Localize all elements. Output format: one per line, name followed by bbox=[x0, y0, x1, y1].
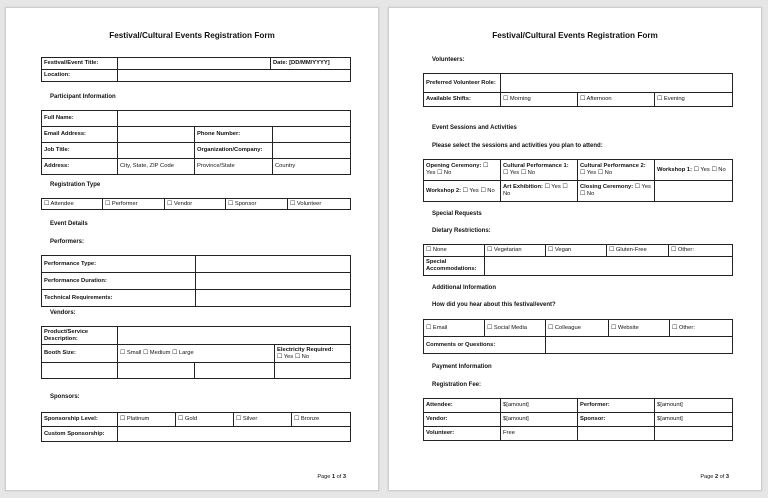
hear-prompt: How did you hear about this festival/event? bbox=[432, 302, 556, 308]
checkbox-icon[interactable]: ☐ bbox=[294, 353, 301, 360]
fees-table bbox=[423, 398, 733, 441]
registration-type-option[interactable]: ☐ Vendor bbox=[165, 199, 226, 210]
dietary-option[interactable]: ☐ None bbox=[424, 245, 485, 257]
performance-type-field[interactable] bbox=[196, 256, 351, 273]
additional-info-heading: Additional Information bbox=[432, 285, 496, 291]
sponsor-fee-value: $[amount] bbox=[655, 413, 733, 427]
electricity-cell bbox=[275, 345, 351, 363]
shift-option[interactable]: ☐ Morning bbox=[501, 93, 578, 107]
hear-option[interactable]: ☐ Email bbox=[424, 320, 485, 337]
checkbox-icon[interactable]: ☐ bbox=[580, 191, 586, 197]
participant-table bbox=[41, 110, 351, 175]
address-province-field[interactable]: Province/State bbox=[195, 159, 273, 175]
electricity-options: ☐ Yes ☐ No bbox=[277, 353, 310, 360]
vendor-extra-field[interactable] bbox=[275, 363, 351, 379]
event-info-table bbox=[41, 57, 351, 82]
job-title-field[interactable] bbox=[118, 143, 195, 159]
technical-requirements-field[interactable] bbox=[196, 290, 351, 307]
checkbox-icon[interactable]: ☐ bbox=[483, 163, 489, 169]
volunteers-heading: Volunteers: bbox=[432, 57, 465, 63]
performers-heading: Performers: bbox=[50, 239, 85, 245]
checkbox-icon[interactable]: ☐ bbox=[611, 324, 617, 331]
address-country-field[interactable]: Country bbox=[273, 159, 351, 175]
checkbox-icon[interactable]: ☐ bbox=[609, 247, 615, 253]
checkbox-icon[interactable]: ☐ bbox=[544, 184, 550, 190]
vendor-extra-field[interactable] bbox=[195, 363, 275, 379]
session-option[interactable]: Workshop 1: ☐ Yes ☐ No bbox=[655, 160, 733, 181]
checkbox-icon[interactable]: ☐ bbox=[294, 416, 300, 422]
hear-option[interactable]: ☐ Website bbox=[609, 320, 670, 337]
organization-field[interactable] bbox=[273, 143, 351, 159]
dietary-option[interactable]: ☐ Other: bbox=[669, 245, 733, 257]
sponsorship-level-option[interactable]: ☐ Gold bbox=[176, 413, 234, 427]
dietary-option[interactable]: ☐ Gluten-Free bbox=[607, 245, 669, 257]
registration-type-table bbox=[41, 198, 351, 210]
performer-fee-value: $[amount] bbox=[655, 399, 733, 413]
checkbox-icon[interactable]: ☐ bbox=[487, 324, 493, 331]
festival-title-label: Festival/Event Title: bbox=[42, 58, 118, 70]
checkbox-icon[interactable]: ☐ bbox=[503, 96, 509, 102]
dietary-option[interactable]: ☐ Vegetarian bbox=[485, 245, 546, 257]
sessions-heading: Event Sessions and Activities bbox=[432, 125, 517, 131]
checkbox-icon[interactable]: ☐ bbox=[487, 247, 493, 253]
sponsors-heading: Sponsors: bbox=[50, 394, 80, 400]
vendor-fee-value: $[amount] bbox=[501, 413, 578, 427]
comments-field[interactable] bbox=[546, 337, 733, 354]
performance-type-label: Performance Type: bbox=[42, 256, 196, 273]
page-footer: Page 2 of 3 bbox=[700, 474, 729, 480]
custom-sponsorship-label: Custom Sponsorship: bbox=[42, 427, 118, 442]
checkbox-icon[interactable]: ☐ bbox=[580, 96, 586, 102]
hear-option[interactable]: ☐ Other: bbox=[670, 320, 733, 337]
checkbox-icon[interactable]: ☐ bbox=[236, 416, 242, 422]
page-footer: Page 1 of 3 bbox=[317, 474, 346, 480]
volunteer-fee-label: Volunteer: bbox=[424, 427, 501, 441]
special-requests-heading: Special Requests bbox=[432, 211, 482, 217]
session-option[interactable]: Cultural Performance 1: ☐ Yes ☐ No bbox=[501, 160, 578, 181]
registration-type-option[interactable]: ☐ Sponsor bbox=[226, 199, 288, 210]
checkbox-icon[interactable]: ☐ bbox=[426, 324, 432, 331]
checkbox-icon[interactable]: ☐ bbox=[142, 350, 149, 356]
checkbox-icon[interactable]: ☐ bbox=[178, 416, 184, 422]
dietary-heading: Dietary Restrictions: bbox=[432, 228, 491, 234]
sponsor-fee-label: Sponsor: bbox=[578, 413, 655, 427]
page-2 bbox=[388, 7, 762, 491]
full-name-label: Full Name: bbox=[42, 111, 118, 127]
volunteers-table bbox=[423, 73, 733, 107]
form-title: Festival/Cultural Events Registration Form bbox=[492, 31, 658, 40]
comments-label: Comments or Questions: bbox=[424, 337, 546, 354]
checkbox-icon[interactable]: ☐ bbox=[503, 170, 509, 176]
checkbox-icon[interactable]: ☐ bbox=[711, 166, 717, 173]
attendee-fee-label: Attendee: bbox=[424, 399, 501, 413]
checkbox-icon[interactable]: ☐ bbox=[548, 247, 554, 253]
participant-info-heading: Participant Information bbox=[50, 94, 116, 100]
registration-type-heading: Registration Type bbox=[50, 182, 101, 188]
session-option[interactable]: Opening Ceremony: ☐ Yes ☐ No bbox=[424, 160, 501, 181]
checkbox-icon[interactable]: ☐ bbox=[480, 187, 486, 194]
form-title: Festival/Cultural Events Registration Form bbox=[109, 31, 275, 40]
vendor-fee-label: Vendor: bbox=[424, 413, 501, 427]
vendors-table bbox=[41, 326, 351, 379]
registration-type-option[interactable]: ☐ Attendee bbox=[42, 199, 103, 210]
technical-requirements-label: Technical Requirements: bbox=[42, 290, 196, 307]
custom-sponsorship-field[interactable] bbox=[118, 427, 351, 442]
checkbox-icon[interactable]: ☐ bbox=[228, 200, 234, 207]
sessions-table bbox=[423, 159, 733, 202]
checkbox-icon[interactable]: ☐ bbox=[167, 200, 173, 207]
special-accommodations-field[interactable] bbox=[485, 257, 733, 276]
checkbox-icon[interactable]: ☐ bbox=[172, 350, 178, 356]
event-details-heading: Event Details bbox=[50, 221, 88, 227]
available-shifts-label: Available Shifts: bbox=[424, 93, 501, 107]
phone-label: Phone Number: bbox=[195, 127, 273, 143]
checkbox-icon[interactable]: ☐ bbox=[657, 96, 663, 102]
session-option[interactable]: Closing Ceremony: ☐ Yes ☐ No bbox=[578, 181, 655, 202]
checkbox-icon[interactable]: ☐ bbox=[44, 200, 50, 207]
sessions-prompt: Please select the sessions and activities you plan to attend: bbox=[432, 143, 603, 149]
volunteer-fee-value: Free bbox=[501, 427, 578, 441]
performance-duration-label: Performance Duration: bbox=[42, 273, 196, 290]
location-label: Location: bbox=[42, 70, 118, 82]
festival-title-field[interactable] bbox=[118, 58, 271, 70]
vendors-heading: Vendors: bbox=[50, 310, 76, 316]
checkbox-icon[interactable]: ☐ bbox=[597, 170, 604, 176]
vendor-extra-field[interactable] bbox=[118, 363, 195, 379]
hear-option[interactable]: ☐ Colleague bbox=[546, 320, 609, 337]
email-label: Email Address: bbox=[42, 127, 118, 143]
checkbox-icon[interactable]: ☐ bbox=[462, 187, 468, 194]
fee-empty-cell bbox=[578, 427, 655, 441]
sponsorship-level-option[interactable]: ☐ Silver bbox=[234, 413, 292, 427]
shift-option[interactable]: ☐ Evening bbox=[655, 93, 733, 107]
checkbox-icon[interactable]: ☐ bbox=[580, 170, 586, 176]
sponsorship-level-option[interactable]: ☐ Platinum bbox=[118, 413, 176, 427]
product-service-label: Product/Service Description: bbox=[42, 327, 118, 345]
address-label: Address: bbox=[42, 159, 118, 175]
performers-table bbox=[41, 255, 351, 307]
attendee-fee-value: $[amount] bbox=[501, 399, 578, 413]
vendor-extra-field[interactable] bbox=[42, 363, 118, 379]
checkbox-icon[interactable]: ☐ bbox=[437, 170, 443, 176]
full-name-field[interactable] bbox=[118, 111, 351, 127]
checkbox-icon[interactable]: ☐ bbox=[426, 247, 432, 253]
preferred-role-label: Preferred Volunteer Role: bbox=[424, 74, 501, 93]
fee-empty-cell bbox=[655, 427, 733, 441]
checkbox-icon[interactable]: ☐ bbox=[634, 184, 640, 190]
sponsors-table bbox=[41, 412, 351, 442]
checkbox-icon[interactable]: ☐ bbox=[693, 166, 699, 173]
checkbox-icon[interactable]: ☐ bbox=[120, 350, 126, 356]
address-city-field[interactable]: City, State, ZIP Code bbox=[118, 159, 195, 175]
page-1 bbox=[5, 7, 379, 491]
checkbox-icon[interactable]: ☐ bbox=[672, 324, 678, 331]
session-option[interactable]: Art Exhibition: ☐ Yes ☐ No bbox=[501, 181, 578, 202]
checkbox-icon[interactable]: ☐ bbox=[562, 184, 568, 190]
checkbox-icon[interactable]: ☐ bbox=[277, 353, 283, 360]
phone-field[interactable] bbox=[273, 127, 351, 143]
checkbox-icon[interactable]: ☐ bbox=[548, 324, 554, 331]
product-service-field[interactable] bbox=[118, 327, 351, 345]
checkbox-icon[interactable]: ☐ bbox=[520, 170, 527, 176]
checkbox-icon[interactable]: ☐ bbox=[105, 200, 111, 207]
payment-heading: Payment Information bbox=[432, 364, 492, 370]
checkbox-icon[interactable]: ☐ bbox=[120, 416, 126, 422]
hear-table bbox=[423, 319, 733, 354]
dietary-table bbox=[423, 244, 733, 276]
registration-type-option[interactable]: ☐ Volunteer bbox=[288, 199, 351, 210]
dietary-option[interactable]: ☐ Vegan bbox=[546, 245, 607, 257]
email-field[interactable] bbox=[118, 127, 195, 143]
session-option[interactable]: Cultural Performance 2: ☐ Yes ☐ No bbox=[578, 160, 655, 181]
performer-fee-label: Performer: bbox=[578, 399, 655, 413]
electricity-label: Electricity Required: bbox=[277, 346, 334, 353]
job-title-label: Job Title: bbox=[42, 143, 118, 159]
special-accommodations-label: Special Accommodations: bbox=[424, 257, 485, 276]
hear-option[interactable]: ☐ Social Media bbox=[485, 320, 546, 337]
registration-fee-heading: Registration Fee: bbox=[432, 382, 482, 388]
session-empty-cell bbox=[655, 181, 733, 202]
location-field[interactable] bbox=[118, 70, 351, 82]
booth-size-options: ☐ Small ☐ Medium ☐ Large bbox=[118, 345, 275, 363]
checkbox-icon[interactable]: ☐ bbox=[290, 200, 296, 207]
sponsorship-level-option[interactable]: ☐ Bronze bbox=[292, 413, 351, 427]
date-field[interactable]: Date: [DD/MM/YYYY] bbox=[271, 58, 351, 70]
shift-option[interactable]: ☐ Afternoon bbox=[578, 93, 655, 107]
sponsorship-level-label: Sponsorship Level: bbox=[42, 413, 118, 427]
organization-label: Organization/Company: bbox=[195, 143, 273, 159]
booth-size-label: Booth Size: bbox=[42, 345, 118, 363]
registration-type-option[interactable]: ☐ Performer bbox=[103, 199, 165, 210]
session-option[interactable]: Workshop 2: ☐ Yes ☐ No bbox=[424, 181, 501, 202]
checkbox-icon[interactable]: ☐ bbox=[671, 247, 677, 253]
performance-duration-field[interactable] bbox=[196, 273, 351, 290]
preferred-role-field[interactable] bbox=[501, 74, 733, 93]
